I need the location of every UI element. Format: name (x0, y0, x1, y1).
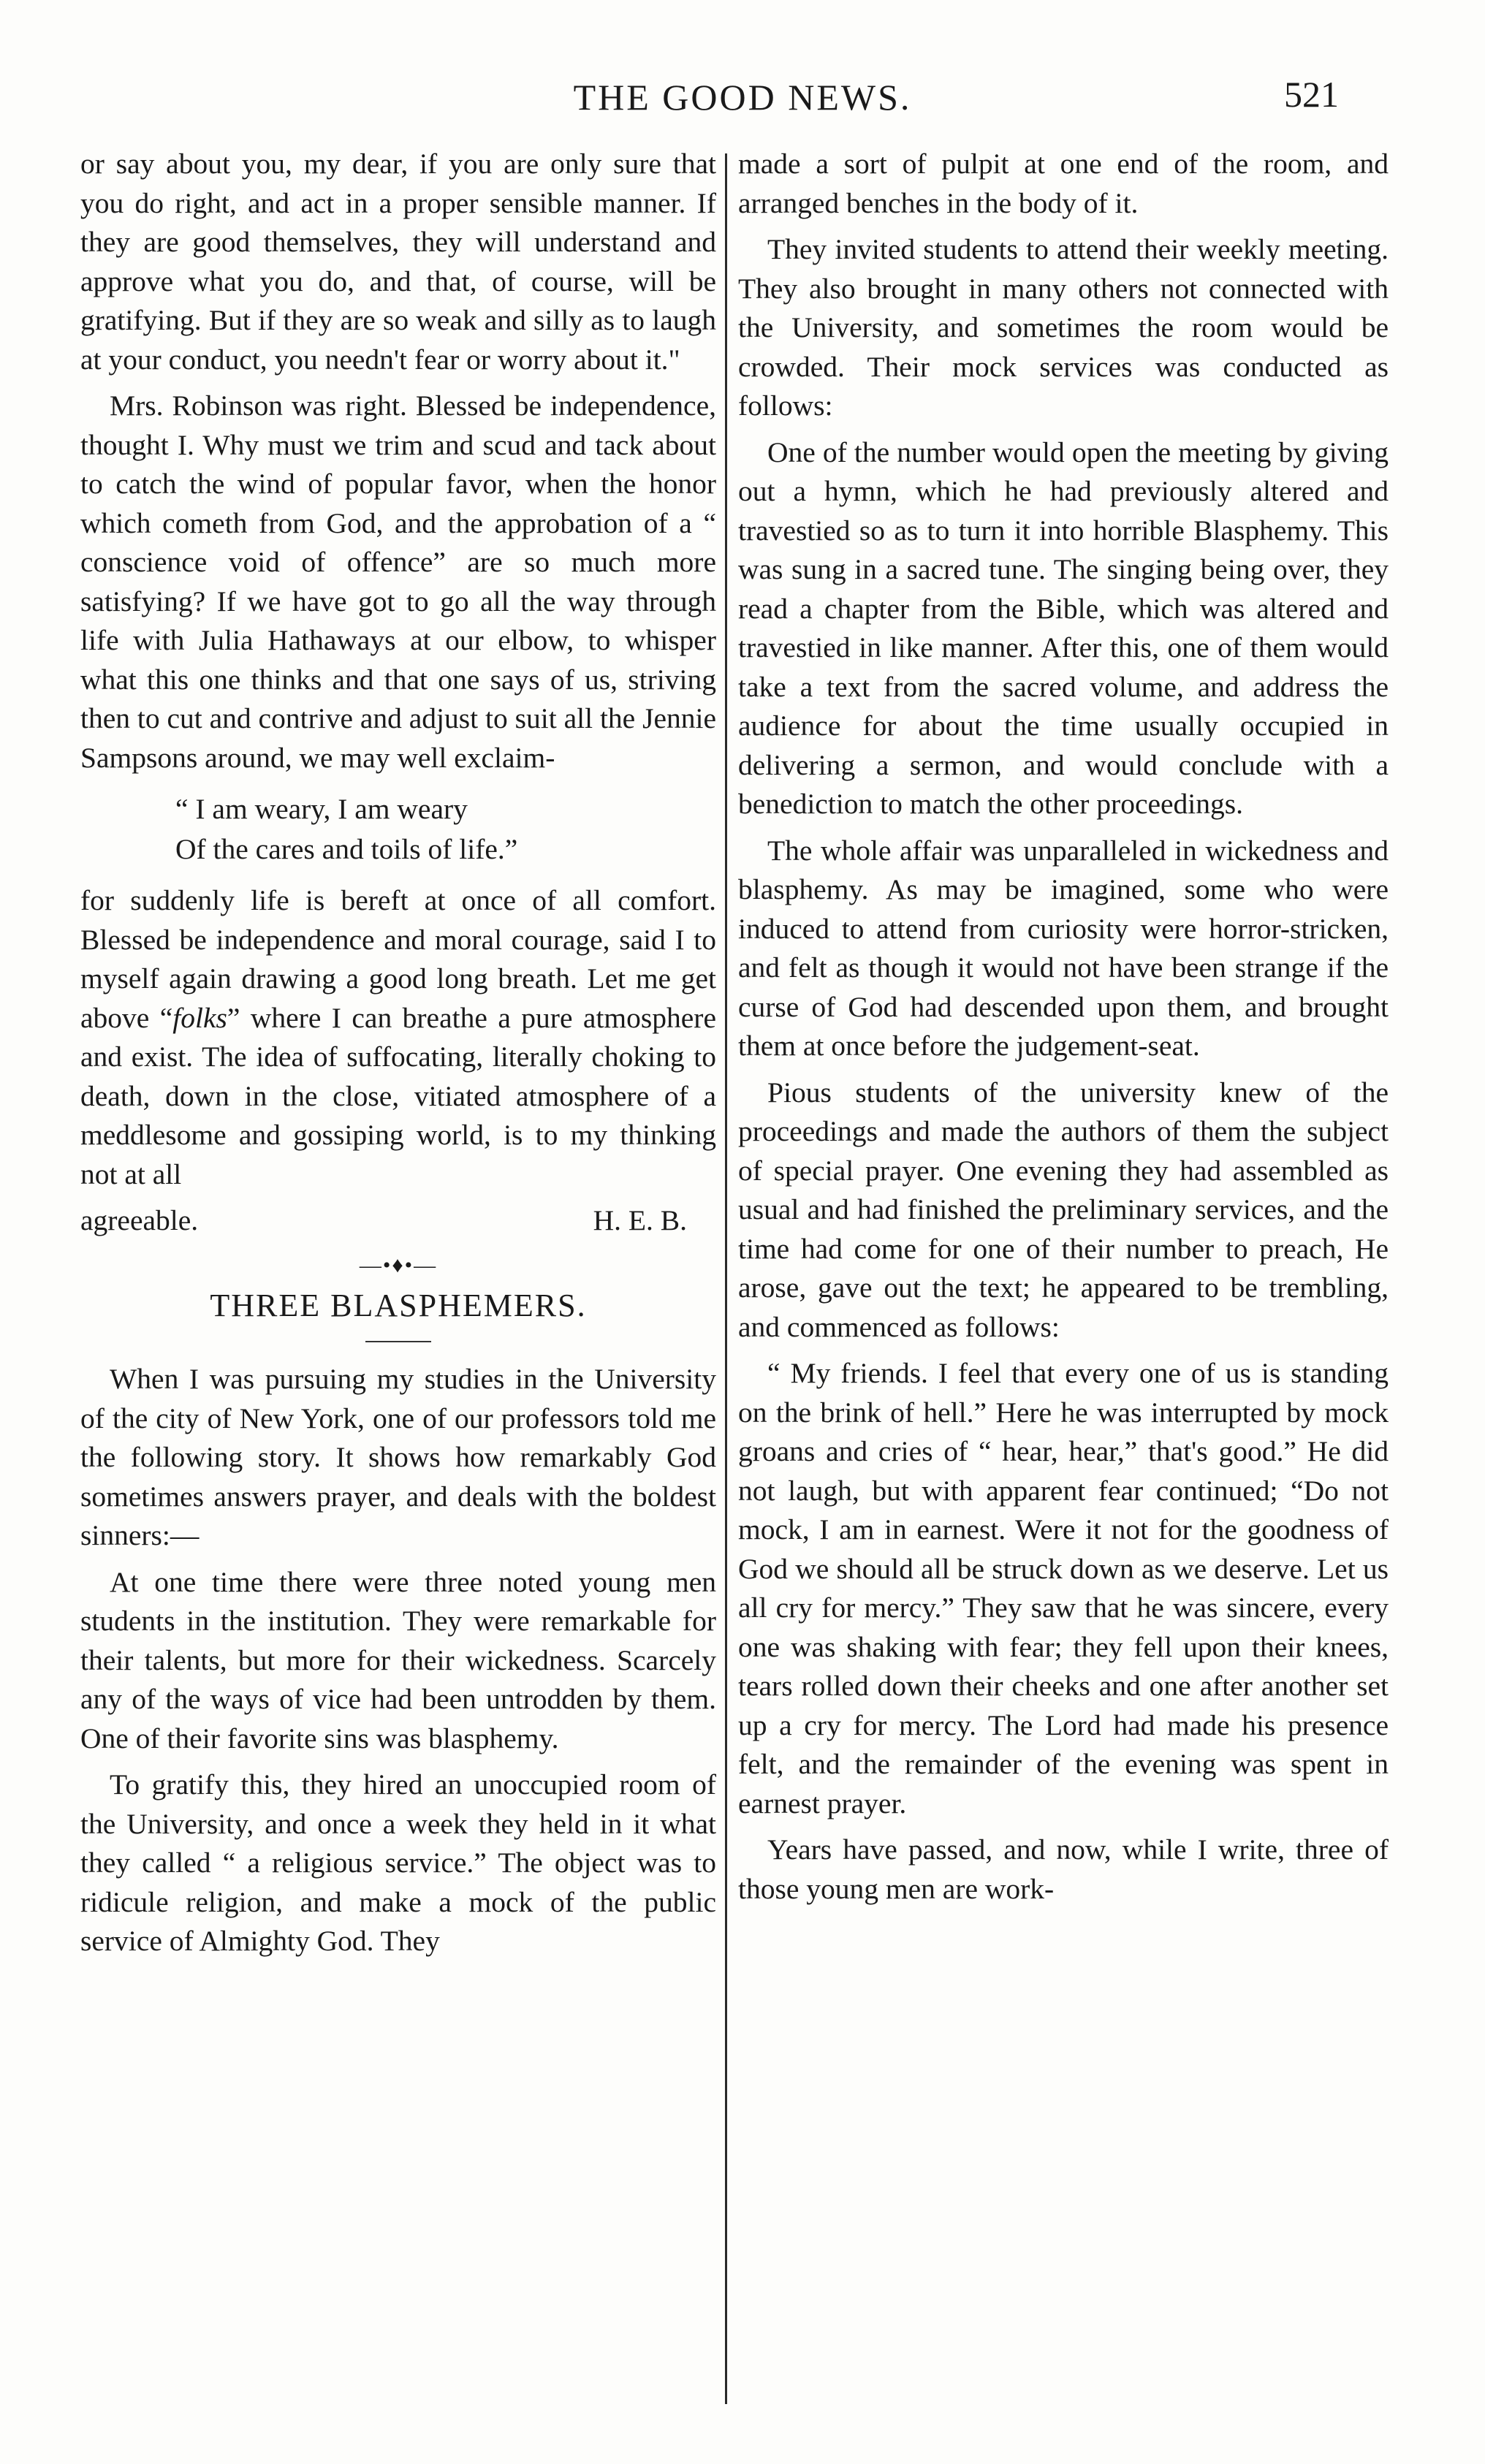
paragraph: made a sort of pulpit at one end of the room, and arranged benches in the body of it. (738, 148, 1389, 219)
paragraph: One of the number would open the meeting by giving out a hymn, which he had previously altered and travestied so as to turn it into horrible Blasphemy. This was sung in a sacred tune. The singing being over, they read a chapter from the Bible, which was altered and travestied in like manner. After this, one of them would take a text from the sacred volume, and address the audience for about the time usually occupied in delivering a sermon, and would conclude with a benediction to match the other proceedings. (738, 436, 1389, 820)
paragraph (80, 881, 716, 1194)
paragraph: Years have passed, and now, while I write, three of those young men are work- (738, 1833, 1389, 1905)
section-heading: THREE BLASPHEMERS. (210, 1287, 587, 1323)
left-column (80, 145, 716, 1969)
paragraph: Pious students of the university knew of the proceedings and made the authors of them the subject of special prayer. One evening they had assembled as usual and had finished the preliminary services, and the time had come for one of their number to preach, He arose, gave out the text; he appeared to be trembling, and commenced as follows: (738, 1076, 1389, 1343)
paragraph: They invited students to attend their weekly meeting. They also brought in many others not connected with the University, and sometimes the room would be crowded. Their mock services was conducted as follows: (738, 233, 1389, 422)
italic-word: folks (172, 1001, 227, 1034)
column-rule (725, 153, 727, 2404)
closing-word: agreeable. (80, 1204, 199, 1236)
paragraph: The whole affair was unparalleled in wickedness and blasphemy. As may be imagined, some who were induced to attend from curiosity were horror-stricken, and felt as though it would not have been strange if the curse of God had descended upon them, and brought them at once before the judgement-seat. (738, 834, 1389, 1062)
paragraph: To gratify this, they hired an unoccupied room of the University, and once a week they held in it what they called “ a religious service.” The object was to ridicule religion, and make a mock of the public service of Almighty God. They (80, 1768, 716, 1957)
verse-quotation (175, 789, 716, 870)
running-head (0, 73, 1485, 132)
paragraph: Mrs. Robinson was right. Blessed be independence, thought I. Why must we trim and scud and tack about to catch the wind of popular favor, when the honor which cometh from God, and the approbation of a “ conscience void of offence” are so much more satisfying? If we have got to go all the way through life with Julia Hathaways at our elbow, to whisper what this one thinks and that one says of us, striving then to cut and contrive and adjust to suit all the Jennie Sampsons around, we may well exclaim- (80, 389, 716, 774)
signature-line (80, 1201, 716, 1241)
page-number: 521 (1284, 74, 1339, 115)
paragraph: “ My friends. I feel that every one of us is standing on the brink of hell.” Here he was interrupted by mock groans and cries of “ hear, hear,” that's good.” He did not laugh, but with apparent fear continued; “Do not mock, I am in earnest. Were it not for the goodness of God we should all be struck down as we deserve. Let us all cry for mercy.” They saw that he was sincere, every one was shaking with fear; they fell upon their knees, tears rolled down their cheeks and one after another set up a cry for mercy. The Lord had made his presence felt, and the remainder of the evening was spent in earnest prayer. (738, 1357, 1389, 1820)
paragraph: or say about you, my dear, if you are only sure that you do right, and act in a proper sensible manner. If they are good themselves, they will understand and approve what you do, and that, of course, will be gratifying. But if they are so weak and silly as to laugh at your conduct, you needn't fear or worry about it." (80, 148, 716, 376)
right-column (738, 145, 1389, 1916)
ornamental-divider: —•♦•— (359, 1252, 438, 1277)
heading-rule (365, 1341, 431, 1342)
verse-line: Of the cares and toils of life.” (175, 833, 518, 865)
paragraph: At one time there were three noted young men students in the institution. They were remarkable for their talents, but more for their wickedness. Scarcely any of the ways of vice had been untrodden by them. One of their favorite sins was blasphemy. (80, 1565, 716, 1754)
paragraph: When I was pursuing my studies in the University of the city of New York, one of our professors told me the following story. It shows how remarkably God sometimes answers prayer, and deals with the boldest sinners:— (80, 1363, 716, 1551)
text-run: for suddenly life is bereft at once of all comfort. Blessed be independence and moral courage, said I to myself again drawing a good long breath. Let me get above “ (80, 884, 716, 1034)
verse-line: “ I am weary, I am weary (175, 793, 468, 825)
author-signature: H. E. B. (593, 1204, 687, 1236)
running-title: THE GOOD NEWS. (573, 77, 912, 118)
text-run: ” where I can breathe a pure atmosphere and exist. The idea of suffocating, literally choking to death, down in the close, vitiated atmosphere of a meddlesome and gossiping world, is to my thinking not at all (80, 1001, 716, 1190)
